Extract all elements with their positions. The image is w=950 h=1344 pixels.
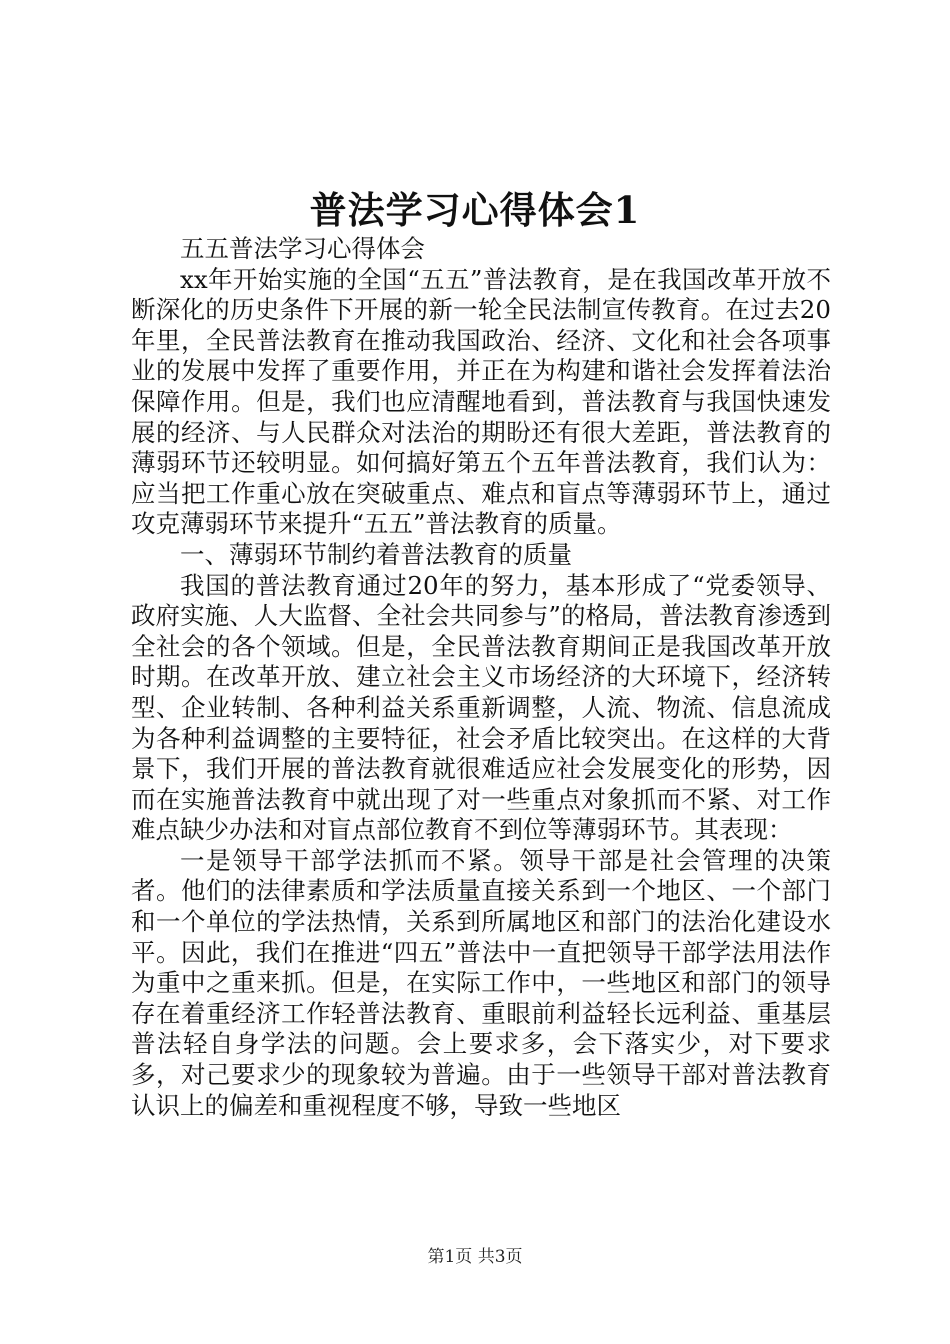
paragraph-intro: xx年开始实施的全国“五五”普法教育，是在我国改革开放不断深化的历史条件下开展的新一轮全民法制宣传教育。在过去20年里，全民普法教育在推动我国政治、经济、文化和社会各项事业的发展中发挥了重要作用，并正在为构建和谐社会发挥着法治保障作用。但是，我们也应清醒地看到，普法教育与我国快速发展的经济、与人民群众对法治的期盼还有很大差距，普法教育的薄弱环节还较明显。如何搞好第五个五年普法教育，我们认为：应当把工作重心放在突破重点、难点和盲点等薄弱环节上，通过攻克薄弱环节来提升“五五”普法教育的质量。 (131, 264, 831, 539)
paragraph-point-1: 一是领导干部学法抓而不紧。领导干部是社会管理的决策者。他们的法律素质和学法质量直接关系到一个地区、一个部门和一个单位的学法热情，关系到所属地区和部门的法治化建设水平。因此，我们在推进“四五”普法中一直把领导干部学法用法作为重中之重来抓。但是，在实际工作中，一些地区和部门的领导存在着重经济工作轻普法教育、重眼前利益轻长远利益、重基层普法轻自身学法的问题。会上要求多，会下落实少，对下要求多，对己要求少的现象较为普遍。由于一些领导干部对普法教育认识上的偏差和重视程度不够，导致一些地区 (131, 845, 831, 1120)
document-title: 普法学习心得体会1 (309, 188, 641, 232)
page-footer: 第1页 共3页 (427, 1247, 523, 1267)
paragraph-background: 我国的普法教育通过20年的努力，基本形成了“党委领导、政府实施、人大监督、全社会共同参与”的格局，普法教育渗透到全社会的各个领域。但是，全民普法教育期间正是我国改革开放时期。在改革开放、建立社会主义市场经济的大环境下，经济转型、企业转制、各种利益关系重新调整，人流、物流、信息流成为各种利益调整的主要特征，社会矛盾比较突出。在这样的大背景下，我们开展的普法教育就很难适应社会发展变化的形势，因而在实施普法教育中就出现了对一些重点对象抓而不紧、对工作难点缺少办法和对盲点部位教育不到位等薄弱环节。其表现： (131, 570, 831, 845)
section-heading-1: 一、薄弱环节制约着普法教育的质量 (180, 539, 572, 569)
paragraph-subtitle: 五五普法学习心得体会 (180, 234, 425, 263)
document-body (131, 234, 831, 1121)
